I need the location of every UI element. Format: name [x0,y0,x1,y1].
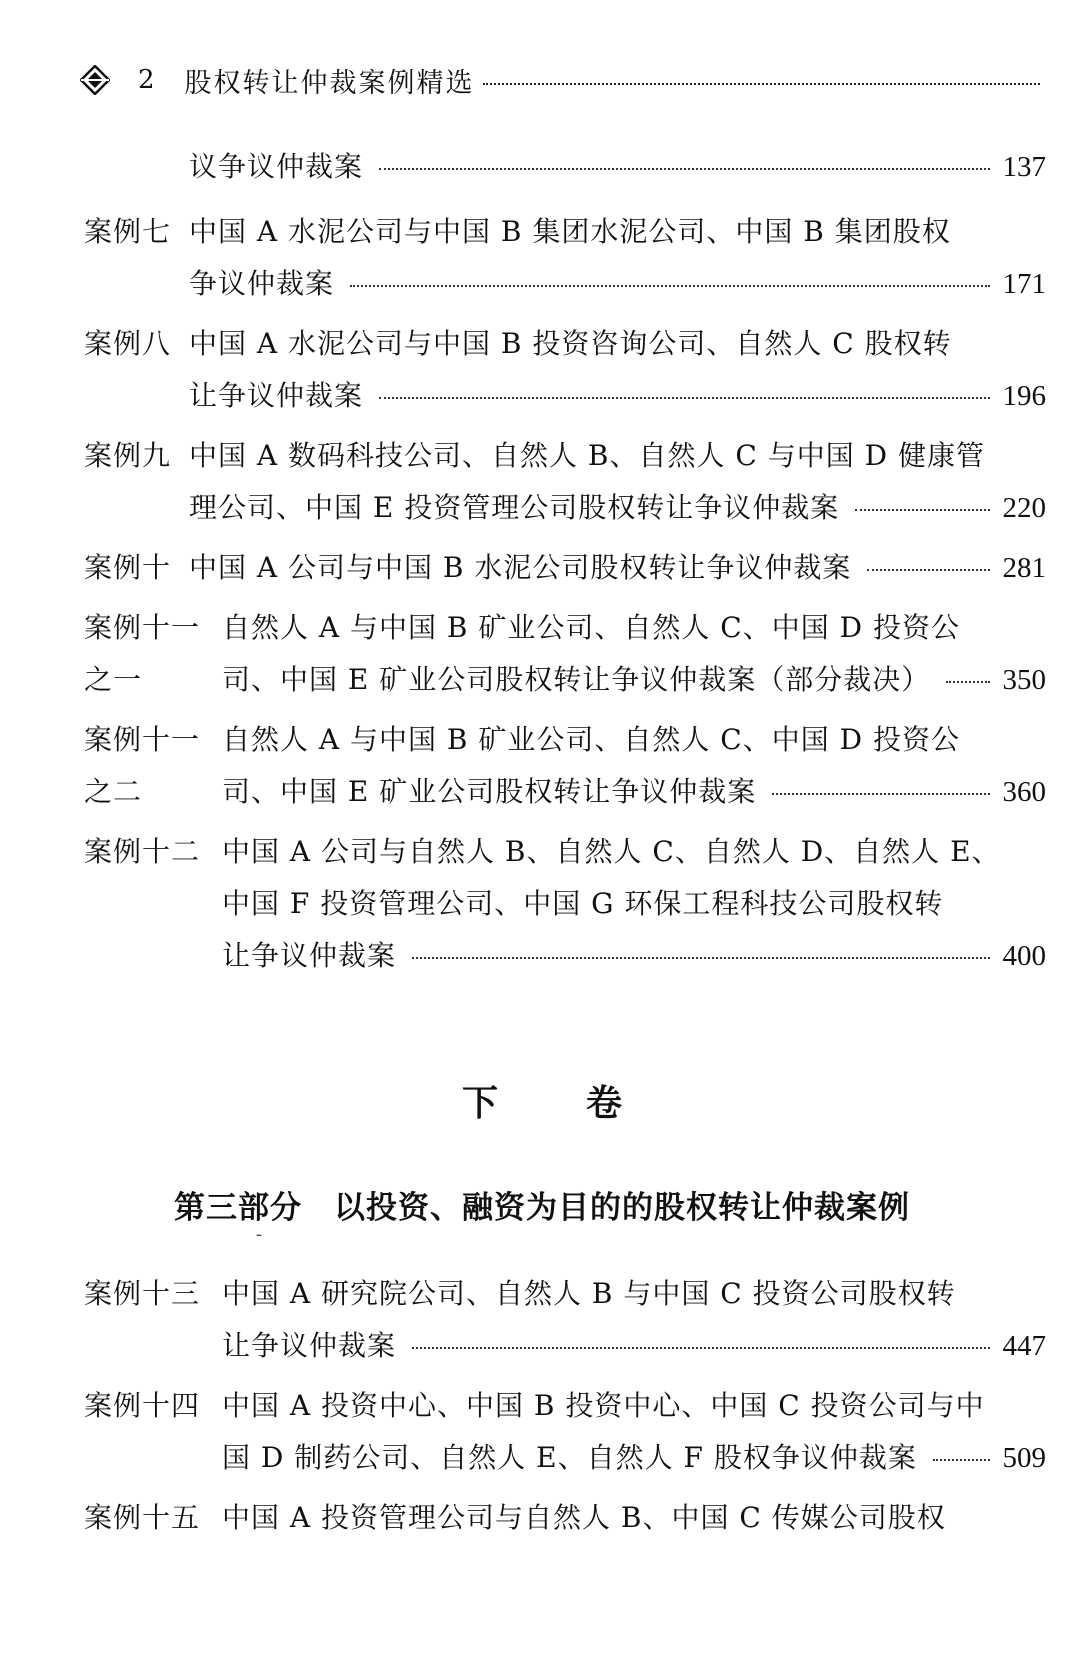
toc-entry[interactable] [84,434,1046,538]
entry-page-number: 350 [1002,664,1046,696]
entry-text: 中国 F 投资管理公司、中国 G 环保工程科技公司股权转 [222,887,944,920]
entry-text: 司、中国 E 矿业公司股权转让争议仲裁案 [222,775,757,808]
entry-page-number: 171 [1002,268,1046,300]
entry-text: 争议仲裁案 [189,267,335,300]
entry-page-number: 196 [1002,380,1046,412]
diamond-ornament-icon [80,65,110,95]
volume-title: 下卷 [461,1082,710,1124]
entry-text: 让争议仲裁案 [222,939,397,972]
entry-text: 中国 A 水泥公司与中国 B 集团水泥公司、中国 B 集团股权 [189,215,951,248]
toc-entry[interactable] [84,1496,1046,1548]
toc-entry[interactable] [84,322,1046,426]
case-label: 案例十二 [84,835,201,868]
entry-text: 中国 A 投资管理公司与自然人 B、中国 C 传媒公司股权 [222,1501,946,1534]
scan-speck: - [256,1224,263,1245]
entry-page-number: 509 [1002,1442,1046,1474]
entry-page-number: 137 [1002,151,1046,183]
entry-text: 中国 A 公司与中国 B 水泥公司股权转让争议仲裁案 [189,551,852,584]
dot-leader [933,1459,990,1461]
case-sublabel: 之二 [84,775,143,808]
entry-text: 自然人 A 与中国 B 矿业公司、自然人 C、中国 D 投资公 [222,723,960,756]
case-label: 案例十一 [84,611,201,644]
dot-leader [867,569,990,571]
dot-leader [772,793,990,795]
book-title: 股权转让仲裁案例精选 [184,67,475,99]
case-label: 案例十 [84,551,172,584]
toc-entry[interactable] [84,1272,1046,1376]
case-label: 案例十三 [84,1277,201,1310]
entry-text: 议争议仲裁案 [189,150,364,183]
case-label: 案例十五 [84,1501,201,1534]
entry-text: 让争议仲裁案 [222,1329,397,1362]
case-label: 案例十四 [84,1389,201,1422]
toc-entry[interactable] [84,546,1046,598]
part-title: 第三部分 以投资、融资为目的的股权转让仲裁案例 [174,1190,910,1226]
entry-page-number: 281 [1002,552,1046,584]
case-sublabel: 之一 [84,663,143,696]
dot-leader [379,168,990,170]
dot-leader [412,1347,990,1349]
entry-page-number: 360 [1002,776,1046,808]
entry-text: 中国 A 公司与自然人 B、自然人 C、自然人 D、自然人 E、 [222,835,1001,868]
entry-text: 让争议仲裁案 [189,379,364,412]
entry-text: 中国 A 水泥公司与中国 B 投资咨询公司、自然人 C 股权转 [189,327,952,360]
dot-leader [855,509,990,511]
toc-entry[interactable] [84,606,1046,710]
entry-text: 国 D 制药公司、自然人 E、自然人 F 股权争议仲裁案 [222,1441,917,1474]
toc-entry[interactable] [84,1384,1046,1488]
dot-leader [379,397,990,399]
toc-entry[interactable] [84,718,1046,822]
entry-text: 中国 A 研究院公司、自然人 B 与中国 C 投资公司股权转 [222,1277,956,1310]
dot-leader [412,957,990,959]
case-label: 案例八 [84,327,172,360]
toc-entry[interactable] [84,830,1046,986]
entry-text: 司、中国 E 矿业公司股权转让争议仲裁案（部分裁决） [222,663,931,696]
entry-text: 中国 A 数码科技公司、自然人 B、自然人 C 与中国 D 健康管 [189,439,985,472]
entry-page-number: 447 [1002,1330,1046,1362]
dot-leader [946,681,990,683]
toc-entry[interactable] [84,145,1046,197]
dot-leader [350,285,990,287]
case-label: 案例九 [84,439,172,472]
entry-page-number: 220 [1002,492,1046,524]
entry-text: 自然人 A 与中国 B 矿业公司、自然人 C、中国 D 投资公 [222,611,960,644]
case-label: 案例十一 [84,723,201,756]
header-dotted-rule [483,83,1040,85]
entry-page-number: 400 [1002,940,1046,972]
case-label: 案例七 [84,215,172,248]
running-head [80,62,1040,98]
entry-text: 理公司、中国 E 投资管理公司股权转让争议仲裁案 [189,491,840,524]
entry-text: 中国 A 投资中心、中国 B 投资中心、中国 C 投资公司与中 [222,1389,985,1422]
page-number: 2 [138,65,155,95]
toc-entry[interactable] [84,210,1046,314]
